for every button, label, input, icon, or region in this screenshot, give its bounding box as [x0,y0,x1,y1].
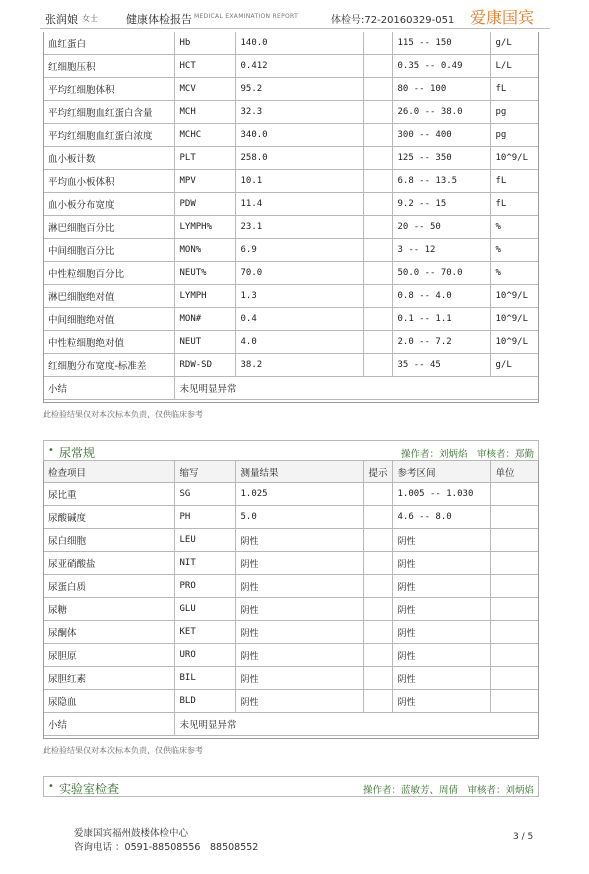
section-bullet-icon: • [48,445,54,456]
item-abbr: SG [174,483,235,506]
item-flag [363,354,392,377]
item-unit [490,621,539,644]
item-abbr: BIL [174,667,235,690]
item-name: 血小板分布宽度 [43,193,174,216]
item-unit: 10^9/L [490,331,539,354]
item-value: 0.4 [235,308,363,331]
table-row [43,506,539,529]
item-flag [363,285,392,308]
item-range: 阴性 [392,552,490,575]
item-flag [363,32,392,55]
table-row [43,170,539,193]
item-abbr: MPV [174,170,235,193]
urine-results-body [43,483,539,713]
item-range: 阴性 [392,575,490,598]
item-unit [490,575,539,598]
blood-summary-row [43,377,539,400]
item-name: 尿亚硝酸盐 [43,552,174,575]
item-value: 阴性 [235,667,363,690]
item-flag [363,124,392,147]
table-row [43,193,539,216]
item-abbr: PDW [174,193,235,216]
table-row [43,216,539,239]
item-range: 125 -- 350 [392,147,490,170]
item-name: 血红蛋白 [43,32,174,55]
item-unit: 10^9/L [490,147,539,170]
item-range: 3 -- 12 [392,239,490,262]
item-range: 0.35 -- 0.49 [392,55,490,78]
summary-text: 未见明显异常 [174,713,539,736]
item-name: 中性粒细胞百分比 [43,262,174,285]
item-name: 淋巴细胞绝对值 [43,285,174,308]
item-flag [363,55,392,78]
column-header: 提示 [363,461,392,483]
item-unit: 10^9/L [490,308,539,331]
item-unit: 10^9/L [490,285,539,308]
table-row [43,483,539,506]
item-flag [363,331,392,354]
item-range: 阴性 [392,598,490,621]
item-flag [363,170,392,193]
item-value: 11.4 [235,193,363,216]
item-name: 红细胞分布宽度-标准差 [43,354,174,377]
item-name: 红细胞压积 [43,55,174,78]
item-name: 平均血小板体积 [43,170,174,193]
item-abbr: RDW-SD [174,354,235,377]
item-value: 4.0 [235,331,363,354]
item-unit [490,506,539,529]
item-value: 6.9 [235,239,363,262]
urine-section-header [43,440,539,461]
table-row [43,552,539,575]
item-value: 23.1 [235,216,363,239]
exam-id: 体检号:72-20160329-051 [331,15,455,26]
item-abbr: HCT [174,55,235,78]
item-name: 尿糖 [43,598,174,621]
summary-label: 小结 [43,377,174,400]
blood-results-table [43,32,539,400]
item-value: 阴性 [235,644,363,667]
table-row [43,690,539,713]
column-header: 参考区间 [392,461,490,483]
item-range: 2.0 -- 7.2 [392,331,490,354]
item-flag [363,193,392,216]
summary-text: 未见明显异常 [174,377,539,400]
blood-disclaimer: 此检验结果仅对本次标本负责，仅供临床参考 [43,410,203,419]
item-name: 中间细胞百分比 [43,239,174,262]
section-bullet-icon: • [48,781,54,792]
item-abbr: MCV [174,78,235,101]
table-row [43,529,539,552]
item-range: 4.6 -- 8.0 [392,506,490,529]
item-range: 300 -- 400 [392,124,490,147]
item-value: 5.0 [235,506,363,529]
lab-section-header [43,776,539,797]
item-flag [363,621,392,644]
item-name: 尿蛋白质 [43,575,174,598]
item-value: 340.0 [235,124,363,147]
item-unit: fL [490,170,539,193]
item-flag [363,147,392,170]
item-flag [363,575,392,598]
table-row [43,598,539,621]
item-value: 38.2 [235,354,363,377]
item-abbr: KET [174,621,235,644]
lab-section-title: 实验室检查 [59,782,120,796]
item-range: 50.0 -- 70.0 [392,262,490,285]
item-unit: pg [490,101,539,124]
report-title: 健康体检报告 [126,13,192,26]
item-abbr: Hb [174,32,235,55]
table-row [43,644,539,667]
table-row [43,147,539,170]
report-header [0,0,589,30]
column-header: 检查项目 [43,461,174,483]
table-row [43,32,539,55]
item-unit: fL [490,193,539,216]
item-value: 阴性 [235,529,363,552]
table-row [43,354,539,377]
item-name: 血小板计数 [43,147,174,170]
blood-results-body [43,32,539,377]
item-value: 1.025 [235,483,363,506]
item-unit: g/L [490,32,539,55]
item-range: 阴性 [392,529,490,552]
item-abbr: NEUT [174,331,235,354]
item-range: 阴性 [392,690,490,713]
item-flag [363,78,392,101]
item-name: 尿隐血 [43,690,174,713]
lab-operators: 操作者：蓝敏芳、周倩 审核者：刘炳焰 [362,785,534,796]
item-range: 26.0 -- 38.0 [392,101,490,124]
item-unit [490,667,539,690]
item-name: 平均红细胞血红蛋白浓度 [43,124,174,147]
item-unit: % [490,216,539,239]
item-value: 95.2 [235,78,363,101]
item-unit: % [490,262,539,285]
item-name: 尿酸碱度 [43,506,174,529]
item-range: 1.005 -- 1.030 [392,483,490,506]
table-row [43,667,539,690]
item-abbr: MON# [174,308,235,331]
brand-logo: 爱康国宾 [470,8,535,27]
item-abbr: MON% [174,239,235,262]
item-unit [490,483,539,506]
item-unit: fL [490,78,539,101]
urine-operators: 操作者：刘炳焰 审核者：郑勤 [400,449,534,460]
item-abbr: URO [174,644,235,667]
summary-label: 小结 [43,713,174,736]
item-value: 140.0 [235,32,363,55]
item-name: 中性粒细胞绝对值 [43,331,174,354]
table-row [43,262,539,285]
item-flag [363,644,392,667]
item-range: 0.8 -- 4.0 [392,285,490,308]
item-flag [363,598,392,621]
item-abbr: PLT [174,147,235,170]
item-flag [363,552,392,575]
item-value: 阴性 [235,598,363,621]
item-abbr: LYMPH [174,285,235,308]
item-abbr: NEUT% [174,262,235,285]
item-name: 中间细胞绝对值 [43,308,174,331]
item-abbr: BLD [174,690,235,713]
item-unit [490,598,539,621]
column-header: 单位 [490,461,539,483]
table-row [43,101,539,124]
item-value: 阴性 [235,690,363,713]
item-flag [363,667,392,690]
item-name: 尿胆原 [43,644,174,667]
item-unit [490,644,539,667]
item-unit [490,529,539,552]
item-value: 10.1 [235,170,363,193]
table-row [43,285,539,308]
urine-results-table [43,461,539,736]
item-range: 阴性 [392,667,490,690]
table-row [43,331,539,354]
footer-org: 爱康国宾福州鼓楼体检中心 [74,828,189,839]
table-row [43,78,539,101]
item-name: 淋巴细胞百分比 [43,216,174,239]
item-flag [363,262,392,285]
item-range: 115 -- 150 [392,32,490,55]
item-name: 尿酮体 [43,621,174,644]
table-row [43,308,539,331]
item-flag [363,690,392,713]
report-subtitle: MEDICAL EXAMINATION REPORT [194,13,299,20]
patient-name: 张润娘 [45,13,78,26]
item-flag [363,239,392,262]
item-value: 70.0 [235,262,363,285]
item-flag [363,101,392,124]
item-unit [490,690,539,713]
item-flag [363,216,392,239]
item-abbr: MCH [174,101,235,124]
item-name: 尿白细胞 [43,529,174,552]
item-range: 9.2 -- 15 [392,193,490,216]
footer-phone: 咨询电话 ：0591-88508556 88508552 [74,842,259,853]
item-name: 平均红细胞体积 [43,78,174,101]
item-range: 35 -- 45 [392,354,490,377]
item-abbr: PH [174,506,235,529]
table-row [43,239,539,262]
header-divider [40,28,550,29]
column-header: 缩写 [174,461,235,483]
item-flag [363,483,392,506]
table-row [43,575,539,598]
item-range: 20 -- 50 [392,216,490,239]
item-unit: g/L [490,354,539,377]
table-row [43,55,539,78]
column-header: 测量结果 [235,461,363,483]
item-abbr: PRO [174,575,235,598]
urine-disclaimer: 此检验结果仅对本次标本负责，仅供临床参考 [43,746,203,755]
page-number: 3 / 5 [513,832,534,842]
item-range: 阴性 [392,621,490,644]
patient-gender: 女士 [82,14,98,23]
item-range: 80 -- 100 [392,78,490,101]
urine-section-title: 尿常规 [59,446,96,460]
item-abbr: NIT [174,552,235,575]
urine-summary-row [43,713,539,736]
item-flag [363,308,392,331]
item-name: 平均红细胞血红蛋白含量 [43,101,174,124]
item-value: 阴性 [235,552,363,575]
item-value: 0.412 [235,55,363,78]
item-abbr: LEU [174,529,235,552]
item-value: 阴性 [235,575,363,598]
item-unit: L/L [490,55,539,78]
item-abbr: LYMPH% [174,216,235,239]
item-name: 尿比重 [43,483,174,506]
item-abbr: MCHC [174,124,235,147]
item-unit [490,552,539,575]
item-range: 6.8 -- 13.5 [392,170,490,193]
item-value: 阴性 [235,621,363,644]
item-range: 阴性 [392,644,490,667]
item-name: 尿胆红素 [43,667,174,690]
item-flag [363,529,392,552]
item-value: 258.0 [235,147,363,170]
item-flag [363,506,392,529]
item-value: 32.3 [235,101,363,124]
item-abbr: GLU [174,598,235,621]
item-unit: pg [490,124,539,147]
item-value: 1.3 [235,285,363,308]
item-unit: % [490,239,539,262]
item-range: 0.1 -- 1.1 [392,308,490,331]
table-row [43,621,539,644]
table-row [43,124,539,147]
urine-table-header [43,461,539,483]
